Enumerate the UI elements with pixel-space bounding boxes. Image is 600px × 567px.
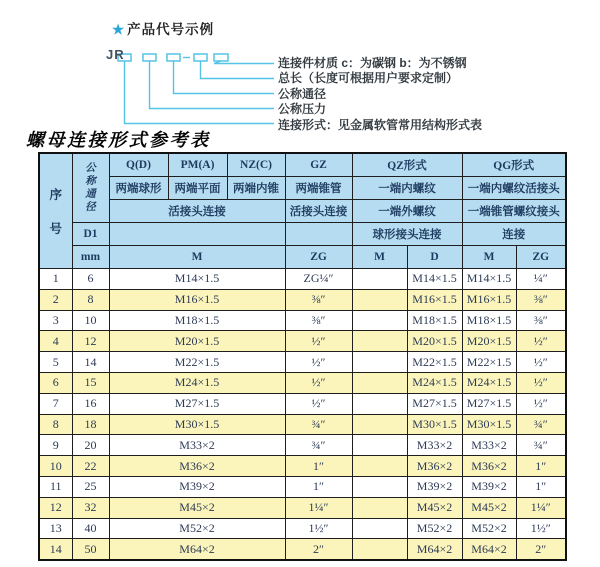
table-row xyxy=(39,269,566,290)
cell-qg-m: M52×2 xyxy=(462,518,516,539)
cell-no: 9 xyxy=(39,435,72,456)
cell-qg-m: M30×1.5 xyxy=(462,414,516,435)
header-col-qg: QG形式 xyxy=(462,153,566,177)
cell-gz: ½″ xyxy=(285,372,352,393)
cell-qz-m xyxy=(352,352,407,373)
cell-dn: 8 xyxy=(72,289,109,310)
cell-no: 7 xyxy=(39,393,72,414)
cell-qg-m: M39×2 xyxy=(462,476,516,497)
table-row xyxy=(39,289,566,310)
leader-line-2 xyxy=(150,61,275,109)
cell-m: M22×1.5 xyxy=(109,352,285,373)
cell-no: 12 xyxy=(39,497,72,518)
cell-qz-d: M45×2 xyxy=(407,497,462,518)
header-col-q: Q(D) xyxy=(109,153,168,177)
cell-gz: ¾″ xyxy=(285,435,352,456)
cell-qg-m: M64×2 xyxy=(462,539,516,560)
header-qz-d: D xyxy=(407,246,462,269)
cell-dn: 16 xyxy=(72,393,109,414)
cell-qg-zg: ¾″ xyxy=(516,435,566,456)
diagram-labels xyxy=(278,56,482,133)
cell-gz: ¾″ xyxy=(285,414,352,435)
cell-no: 10 xyxy=(39,456,72,477)
header-dn: 公 称 通 径 xyxy=(72,153,109,223)
cell-no: 4 xyxy=(39,331,72,352)
cell-no: 3 xyxy=(39,310,72,331)
header-col-gz: GZ xyxy=(285,153,352,177)
cell-qz-d: M36×2 xyxy=(407,456,462,477)
cell-m: M20×1.5 xyxy=(109,331,285,352)
header-m-span: M xyxy=(109,246,285,269)
header-qg-conn: 连接 xyxy=(462,223,566,246)
leader-line-1 xyxy=(125,61,275,124)
header-qz-m: M xyxy=(352,246,407,269)
header-qz-conn: 球形接头连接 xyxy=(352,223,462,246)
cell-qg-m: M18×1.5 xyxy=(462,310,516,331)
cell-dn: 18 xyxy=(72,414,109,435)
label-length: 总长（长度可根据用户要求定制） xyxy=(278,71,459,86)
cell-qz-d: M52×2 xyxy=(407,518,462,539)
cell-qg-zg: 1″ xyxy=(516,456,566,477)
cell-no: 11 xyxy=(39,476,72,497)
table-row xyxy=(39,435,566,456)
cell-qg-m: M22×1.5 xyxy=(462,352,516,373)
header-zg-gz: ZG xyxy=(285,246,352,269)
cell-gz: ⅜″ xyxy=(285,310,352,331)
header-nz-desc: 两端内锥 xyxy=(227,177,285,200)
header-qg-m: M xyxy=(462,246,516,269)
table-row xyxy=(39,331,566,352)
cell-qz-m xyxy=(352,435,407,456)
table-row xyxy=(39,497,566,518)
header-seq xyxy=(39,153,72,269)
header-qg-zg: ZG xyxy=(516,246,566,269)
cell-no: 5 xyxy=(39,352,72,373)
cell-qg-zg: ½″ xyxy=(516,393,566,414)
cell-m: M18×1.5 xyxy=(109,310,285,331)
cell-qg-m: M20×1.5 xyxy=(462,331,516,352)
table-row xyxy=(39,352,566,373)
cell-gz: 1¼″ xyxy=(285,497,352,518)
cell-qz-m xyxy=(352,414,407,435)
cell-qz-m xyxy=(352,456,407,477)
cell-m: M39×2 xyxy=(109,476,285,497)
cell-qg-m: M27×1.5 xyxy=(462,393,516,414)
cell-qz-d: M30×1.5 xyxy=(407,414,462,435)
table-row xyxy=(39,310,566,331)
cell-gz: 2″ xyxy=(285,539,352,560)
cell-qg-m: M14×1.5 xyxy=(462,269,516,290)
cell-dn: 25 xyxy=(72,476,109,497)
cell-qz-m xyxy=(352,372,407,393)
table-body xyxy=(39,269,566,561)
header-mm: mm xyxy=(72,246,109,269)
cell-qz-d: M16×1.5 xyxy=(407,289,462,310)
leader-line-3 xyxy=(174,61,275,94)
cell-qz-d: M18×1.5 xyxy=(407,310,462,331)
header-blank-gz xyxy=(285,223,352,246)
cell-gz: 1″ xyxy=(285,476,352,497)
label-pressure: 公称压力 xyxy=(278,102,327,117)
table-header xyxy=(39,153,566,269)
cell-qz-m xyxy=(352,497,407,518)
header-qg-desc1: 一端内螺纹活接头 xyxy=(462,177,566,200)
cell-qg-zg: ⅜″ xyxy=(516,289,566,310)
cell-qz-m xyxy=(352,289,407,310)
cell-m: M27×1.5 xyxy=(109,393,285,414)
cell-qg-m: M45×2 xyxy=(462,497,516,518)
header-gz-desc: 两端锥管 xyxy=(285,177,352,200)
header-pm-desc: 两端平面 xyxy=(168,177,227,200)
cell-dn: 14 xyxy=(72,352,109,373)
cell-dn: 50 xyxy=(72,539,109,560)
cell-no: 2 xyxy=(39,289,72,310)
cell-qz-m xyxy=(352,393,407,414)
table-row xyxy=(39,393,566,414)
cell-qg-zg: ½″ xyxy=(516,372,566,393)
cell-qg-m: M24×1.5 xyxy=(462,372,516,393)
cell-dn: 40 xyxy=(72,518,109,539)
table-row xyxy=(39,518,566,539)
cell-m: M16×1.5 xyxy=(109,289,285,310)
cell-m: M36×2 xyxy=(109,456,285,477)
cell-gz: 1″ xyxy=(285,456,352,477)
code-example-heading-text: 产品代号示例 xyxy=(127,22,215,37)
cell-no: 14 xyxy=(39,539,72,560)
cell-qz-m xyxy=(352,539,407,560)
label-diameter: 公称通径 xyxy=(278,86,327,101)
header-col-pm: PM(A) xyxy=(168,153,227,177)
cell-m: M14×1.5 xyxy=(109,269,285,290)
cell-no: 8 xyxy=(39,414,72,435)
cell-dn: 6 xyxy=(72,269,109,290)
code-box-5 xyxy=(214,54,228,61)
cell-gz: 1½″ xyxy=(285,518,352,539)
header-col-qz: QZ形式 xyxy=(352,153,462,177)
cell-no: 1 xyxy=(39,269,72,290)
table-row xyxy=(39,476,566,497)
code-box-2 xyxy=(143,54,156,61)
header-col-nz: NZ(C) xyxy=(227,153,285,177)
cell-m: M52×2 xyxy=(109,518,285,539)
cell-qg-zg: 1″ xyxy=(516,476,566,497)
cell-qz-d: M20×1.5 xyxy=(407,331,462,352)
cell-qg-m: M36×2 xyxy=(462,456,516,477)
header-gz-conn: 活接头连接 xyxy=(285,200,352,223)
cell-m: M24×1.5 xyxy=(109,372,285,393)
cell-qg-zg: 2″ xyxy=(516,539,566,560)
cell-dn: 10 xyxy=(72,310,109,331)
header-qg-desc2: 一端锥管螺纹接头 xyxy=(462,200,566,223)
cell-qg-zg: ⅜″ xyxy=(516,310,566,331)
header-qz-desc2: 一端外螺纹 xyxy=(352,200,462,223)
cell-m: M30×1.5 xyxy=(109,414,285,435)
cell-dn: 32 xyxy=(72,497,109,518)
code-box-3 xyxy=(167,54,180,61)
cell-qz-d: M64×2 xyxy=(407,539,462,560)
cell-qg-zg: ½″ xyxy=(516,352,566,373)
table-row xyxy=(39,372,566,393)
cell-gz: ½″ xyxy=(285,393,352,414)
cell-m: M45×2 xyxy=(109,497,285,518)
cell-qg-zg: ½″ xyxy=(516,331,566,352)
code-example-heading xyxy=(112,18,214,38)
header-d1: D1 xyxy=(72,223,109,246)
cell-m: M33×2 xyxy=(109,435,285,456)
table-row xyxy=(39,414,566,435)
cell-qz-d: M27×1.5 xyxy=(407,393,462,414)
cell-qz-m xyxy=(352,310,407,331)
star-icon: ★ xyxy=(112,22,126,37)
cell-no: 6 xyxy=(39,372,72,393)
cell-gz: ZG¼″ xyxy=(285,269,352,290)
cell-qg-zg: 1¼″ xyxy=(516,497,566,518)
cell-dn: 15 xyxy=(72,372,109,393)
cell-gz: ⅜″ xyxy=(285,289,352,310)
cell-qz-m xyxy=(352,518,407,539)
header-blank-left xyxy=(109,223,285,246)
cell-qz-d: M24×1.5 xyxy=(407,372,462,393)
cell-dn: 22 xyxy=(72,456,109,477)
header-qz-desc1: 一端内螺纹 xyxy=(352,177,462,200)
code-prefix: JR xyxy=(106,47,125,62)
code-box-4 xyxy=(194,54,207,61)
cell-qg-zg: 1½″ xyxy=(516,518,566,539)
cell-qz-d: M33×2 xyxy=(407,435,462,456)
cell-no: 13 xyxy=(39,518,72,539)
cell-qz-d: M14×1.5 xyxy=(407,269,462,290)
table-row xyxy=(39,456,566,477)
nut-connection-table xyxy=(38,152,567,561)
cell-qg-zg: ¼″ xyxy=(516,269,566,290)
cell-qg-m: M16×1.5 xyxy=(462,289,516,310)
cell-qz-m xyxy=(352,331,407,352)
cell-qg-m: M33×2 xyxy=(462,435,516,456)
cell-qz-m xyxy=(352,269,407,290)
cell-m: M64×2 xyxy=(109,539,285,560)
cell-gz: ½″ xyxy=(285,352,352,373)
label-material: 连接件材质 c：为碳钢 b：为不锈钢 xyxy=(278,56,467,70)
table-title: 螺母连接形式参考表 xyxy=(26,130,211,150)
cell-dn: 12 xyxy=(72,331,109,352)
cell-gz: ½″ xyxy=(285,331,352,352)
table-row xyxy=(39,539,566,560)
cell-qg-zg: ¾″ xyxy=(516,414,566,435)
label-conn-form: 连接形式：见金属软管常用结构形式表 xyxy=(278,117,483,132)
cell-dn: 20 xyxy=(72,435,109,456)
header-q-desc: 两端球形 xyxy=(109,177,168,200)
header-seq-char-top: 序 xyxy=(49,188,62,202)
header-seq-char-bottom: 号 xyxy=(49,222,62,236)
cell-qz-d: M22×1.5 xyxy=(407,352,462,373)
cell-qz-m xyxy=(352,476,407,497)
header-union-conn: 活接头连接 xyxy=(109,200,285,223)
cell-qz-d: M39×2 xyxy=(407,476,462,497)
